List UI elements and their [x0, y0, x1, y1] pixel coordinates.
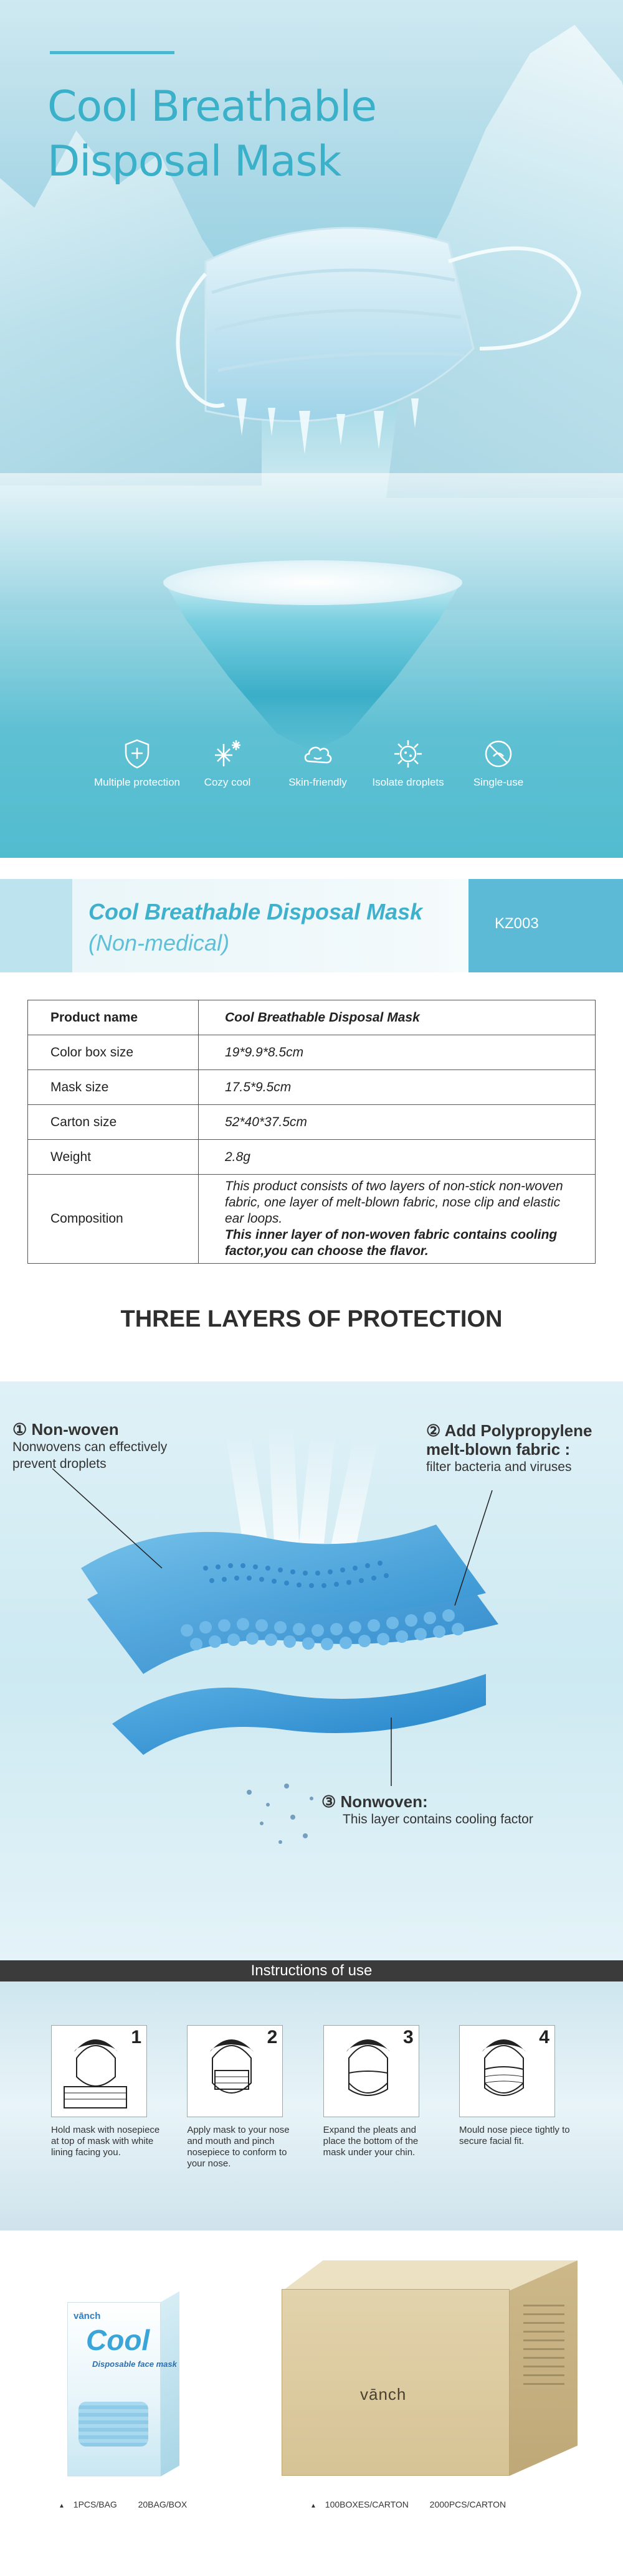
layers-title: THREE LAYERS OF PROTECTION: [120, 1306, 503, 1332]
feature-multiple-protection: [93, 738, 181, 789]
feature-label: Cozy cool: [204, 776, 251, 788]
layer2-desc: filter bacteria and viruses: [426, 1460, 572, 1474]
composition-text: This product consists of two layers of non-stick non-woven fabric, one layer of melt-blown fabric, nose clip and elastic ear loops.: [225, 1179, 563, 1226]
color-box-image: [67, 2290, 179, 2476]
virus-icon: [392, 738, 424, 770]
layer1-desc: Nonwovens can effectively prevent droplets: [12, 1440, 168, 1471]
feature-list: [93, 738, 542, 789]
box-cool-logo: Cool: [86, 2324, 150, 2356]
spec-value: 52*40*37.5cm: [199, 1105, 596, 1140]
spec-key: Product name: [28, 1000, 199, 1035]
step-text: Expand the pleats and place the bottom of the mask under your chin.: [323, 2125, 419, 2158]
box-caption-b: 20BAG/BOX: [138, 2499, 188, 2509]
layer1-title: ① Non-woven: [12, 1420, 119, 1439]
face-expanding-mask-icon: [330, 2033, 405, 2114]
carton-brand: vānch: [360, 2385, 407, 2404]
product-name: Cool Breathable Disposal Mask: [88, 899, 423, 924]
layer2-title-line1: ② Add Polypropylene: [426, 1421, 592, 1440]
table-row: [28, 1175, 596, 1264]
box-caption: [59, 2499, 187, 2509]
carton-caption-a: 100BOXES/CARTON: [325, 2499, 409, 2509]
box-caption-a: 1PCS/BAG: [73, 2499, 117, 2509]
face-holding-mask-icon: [58, 2033, 133, 2114]
step-1: [51, 2025, 166, 2169]
hero-banner: [0, 0, 623, 858]
spec-key: Mask size: [28, 1070, 199, 1105]
layer1-label: [12, 1420, 193, 1472]
box-side: [161, 2292, 179, 2476]
step-number: 1: [131, 2027, 141, 2047]
cloud-icon: [302, 738, 334, 770]
table-row: [28, 1000, 596, 1035]
box-brand: vānch: [74, 2311, 101, 2321]
spec-key: Weight: [28, 1140, 199, 1175]
step-number: 3: [402, 2027, 414, 2047]
carton-caption-b: 2000PCS/CARTON: [429, 2499, 506, 2509]
step-number: 4: [539, 2027, 549, 2047]
instructions-title: Instructions of use: [0, 1960, 623, 1981]
step-text: Hold mask with nosepiece at top of mask with white lining facing you.: [51, 2125, 160, 2158]
box-mask-image: [78, 2402, 148, 2447]
step-2: [187, 2025, 302, 2169]
table-row: [28, 1140, 596, 1175]
layer2-label: [426, 1421, 592, 1475]
triangle-icon: ▲: [59, 2503, 65, 2509]
feature-skin-friendly: [274, 738, 361, 789]
spec-table: [27, 1000, 596, 1264]
feature-label: Skin-friendly: [288, 776, 347, 788]
product-subtitle: (Non-medical): [88, 930, 230, 956]
face-applying-mask-icon: [194, 2033, 269, 2114]
spec-value: 2.8g: [199, 1140, 596, 1175]
snowflake-icon: [211, 738, 244, 770]
feature-label: Multiple protection: [94, 776, 180, 788]
product-header: [0, 879, 623, 972]
composition-bold-text: This inner layer of non-woven fabric contains cooling factor,you can choose the flavor.: [225, 1228, 558, 1258]
iceberg-top-image: [163, 560, 462, 605]
header-left-block: [0, 879, 72, 972]
spec-value: 17.5*9.5cm: [199, 1070, 596, 1105]
hero-title-line1: Cool Breathable: [47, 82, 377, 131]
layer3-title: ③ Nonwoven:: [321, 1792, 428, 1811]
hero-title-line2: Disposal Mask: [47, 137, 341, 186]
face-wearing-mask-icon: [466, 2033, 541, 2114]
feature-label: Isolate droplets: [372, 776, 444, 788]
package-section: [0, 2230, 623, 2576]
feature-label: Single-use: [473, 776, 524, 788]
step-number: 2: [267, 2027, 278, 2047]
carton-caption: [310, 2499, 506, 2509]
feature-cozy-cool: [184, 738, 271, 789]
spec-key: Color box size: [28, 1035, 199, 1070]
box-subtitle: Disposable face mask: [92, 2359, 177, 2369]
spec-value: [199, 1175, 596, 1264]
step-4: [459, 2025, 574, 2169]
spec-value: 19*9.9*8.5cm: [199, 1035, 596, 1070]
shield-plus-icon: [121, 738, 153, 770]
step-picture: [187, 2025, 283, 2117]
carton-side-lines: [523, 2298, 564, 2392]
layer3-desc: This layer contains cooling factor: [343, 1812, 533, 1826]
step-text: Apply mask to your nose and mouth and pinch nosepiece to conform to your nose.: [187, 2125, 290, 2169]
step-3: [323, 2025, 439, 2169]
table-row: [28, 1070, 596, 1105]
table-row: [28, 1105, 596, 1140]
spec-key: Composition: [28, 1175, 199, 1264]
layer3-label: [321, 1792, 533, 1828]
spec-value: Cool Breathable Disposal Mask: [199, 1000, 596, 1035]
feature-single-use: [455, 738, 542, 789]
triangle-icon: ▲: [310, 2503, 316, 2509]
carton-front: [282, 2289, 510, 2476]
layers-diagram: [0, 1381, 623, 1960]
step-picture: [459, 2025, 555, 2117]
spec-key: Carton size: [28, 1105, 199, 1140]
product-code: KZ003: [495, 915, 539, 932]
table-row: [28, 1035, 596, 1070]
code-block: [468, 879, 623, 972]
layer2-title-line2: melt-blown fabric :: [426, 1440, 571, 1459]
feature-isolate-droplets: [364, 738, 452, 789]
step-picture: [51, 2025, 147, 2117]
instructions-section: [0, 1981, 623, 2230]
no-reuse-icon: [482, 738, 515, 770]
steps-list: [51, 2025, 574, 2169]
carton-image: [282, 2260, 578, 2489]
mask-illustration: [0, 0, 623, 858]
step-text: Mould nose piece tightly to secure facial fit.: [459, 2125, 570, 2146]
step-picture: [323, 2025, 419, 2117]
